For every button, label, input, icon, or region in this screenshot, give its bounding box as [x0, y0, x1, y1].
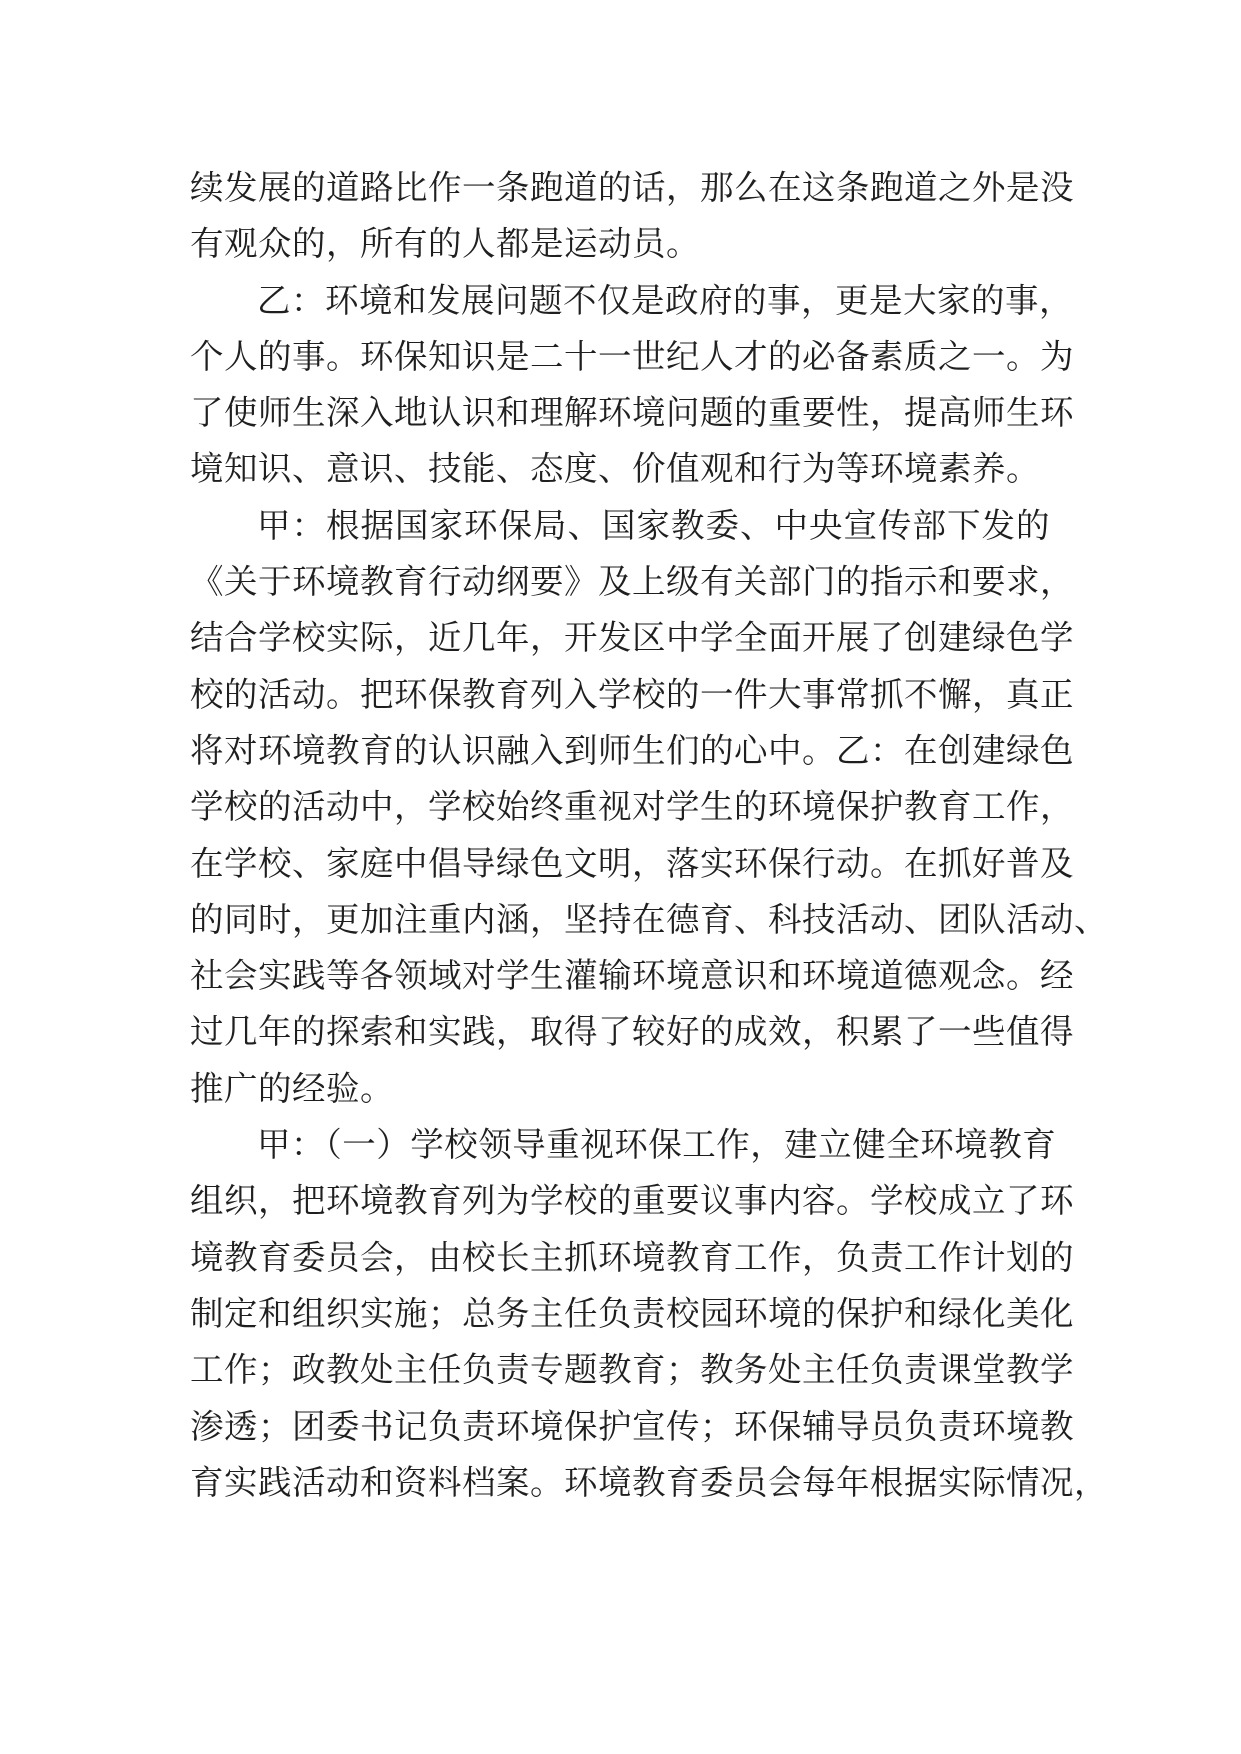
text-line: 工作；政教处主任负责专题教育；教务处主任负责课堂教学 [190, 1350, 1074, 1390]
text-line: 个人的事。环保知识是二十一世纪人才的必备素质之一。为 [190, 336, 1074, 376]
text-line: 境知识、意识、技能、态度、价值观和行为等环境素养。 [190, 449, 1040, 489]
text-line: 结合学校实际，近几年，开发区中学全面开展了创建绿色学 [190, 618, 1074, 658]
text-line: 渗透；团委书记负责环境保护宣传；环保辅导员负责环境教 [190, 1406, 1074, 1446]
text-line: 在学校、家庭中倡导绿色文明，落实环保行动。在抓好普及 [190, 843, 1074, 883]
text-line: 续发展的道路比作一条跑道的话，那么在这条跑道之外是没 [190, 168, 1074, 207]
text-line: 将对环境教育的认识融入到师生们的心中。乙：在创建绿色 [190, 730, 1074, 770]
text-line: 甲：（一）学校领导重视环保工作，建立健全环境教育 [257, 1125, 1057, 1165]
text-line: 有观众的，所有的人都是运动员。 [190, 224, 700, 264]
text-line: 社会实践等各领域对学生灌输环境意识和环境道德观念。经 [190, 956, 1074, 996]
text-line: 过几年的探索和实践，取得了较好的成效，积累了一些值得 [190, 1012, 1074, 1052]
text-line: 校的活动。把环保教育列入学校的一件大事常抓不懈，真正 [190, 674, 1074, 714]
text-line: 的同时，更加注重内涵，坚持在德育、科技活动、团队活动、 [190, 899, 1108, 939]
text-line: 组织，把环境教育列为学校的重要议事内容。学校成立了环 [190, 1181, 1074, 1221]
text-line: 制定和组织实施；总务主任负责校园环境的保护和绿化美化 [190, 1293, 1074, 1333]
text-line: 乙：环境和发展问题不仅是政府的事，更是大家的事， [257, 280, 1073, 320]
text-line: 《关于环境教育行动纲要》及上级有关部门的指示和要求， [190, 562, 1074, 602]
text-line: 育实践活动和资料档案。环境教育委员会每年根据实际情况， [190, 1462, 1108, 1502]
document-body [190, 160, 1108, 1511]
text-line: 了使师生深入地认识和理解环境问题的重要性，提高师生环 [190, 393, 1074, 433]
text-line: 推广的经验。 [190, 1068, 394, 1108]
text-line: 学校的活动中，学校始终重视对学生的环境保护教育工作， [190, 787, 1074, 827]
text-line: 甲：根据国家环保局、国家教委、中央宣传部下发的 [257, 505, 1050, 545]
text-line: 境教育委员会，由校长主抓环境教育工作，负责工作计划的 [190, 1237, 1074, 1277]
